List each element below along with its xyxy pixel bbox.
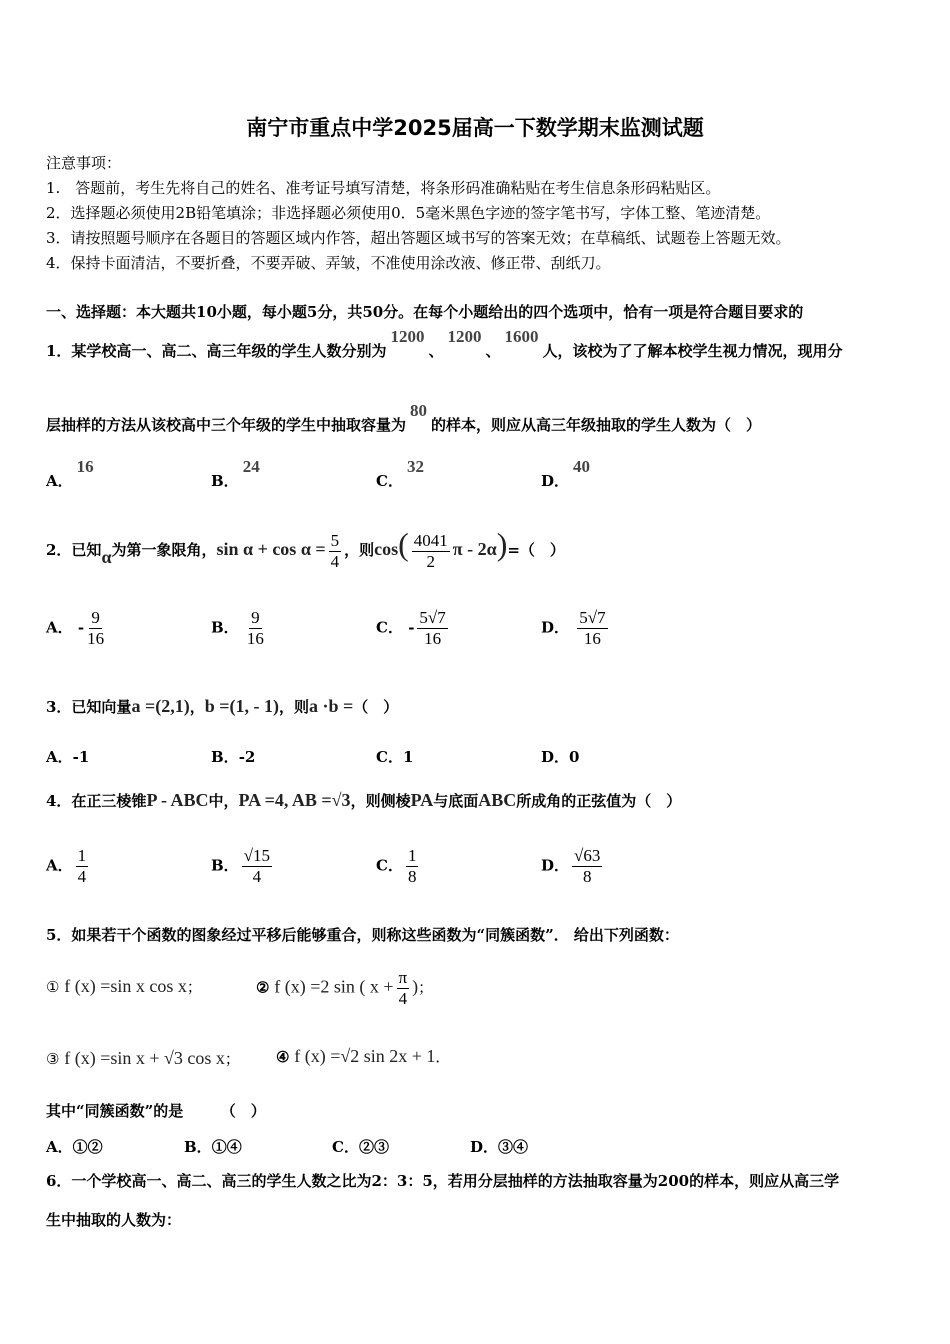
- frac-den: 2: [426, 551, 436, 571]
- function: f (x) =√2 sin 2x + 1: [294, 1046, 436, 1066]
- option-label: D．: [541, 856, 570, 875]
- option-value: 0: [569, 748, 580, 766]
- option-value: ②③: [358, 1138, 389, 1156]
- frac-den: 8: [407, 867, 417, 886]
- sep: ．: [435, 1048, 451, 1066]
- q1-n3: 1600: [504, 327, 539, 346]
- frac-den: 16: [424, 629, 442, 648]
- q3-text: 3．已知向量: [46, 698, 132, 716]
- option-value: 24: [242, 457, 260, 476]
- q3-line: [46, 696, 398, 717]
- q2-eq: sin α + cos α =: [216, 539, 326, 559]
- q4-text: 与底面: [433, 792, 479, 810]
- q4-text: 4．在正三棱锥: [46, 792, 147, 810]
- q1-line2: [46, 401, 762, 435]
- frac-num: 5: [330, 530, 340, 550]
- option-label: D．: [541, 748, 570, 766]
- q1-option-a[interactable]: [46, 457, 98, 491]
- q3-text: （ ）: [353, 698, 399, 716]
- option-value: 1: [402, 748, 414, 766]
- condition: PA =4, AB =√3: [238, 790, 351, 810]
- function: f (x) =sin x + √3 cos x: [64, 1048, 225, 1068]
- option-value: ③④: [498, 1138, 529, 1156]
- function: f (x) =2 sin ( x +: [274, 976, 394, 997]
- option-label: D．: [541, 618, 570, 637]
- q1-n2: 1200: [447, 327, 482, 346]
- q4-option-a[interactable]: [46, 846, 91, 887]
- q2-text: 为第一象限角，: [111, 541, 217, 559]
- option-label: A．: [46, 856, 73, 875]
- function: f (x) =sin x cos x: [64, 976, 187, 996]
- paren: ): [412, 976, 419, 997]
- q5-option-d[interactable]: [470, 1136, 528, 1157]
- base-abc: ABC: [478, 790, 517, 810]
- q2-text: 2．已知: [46, 541, 102, 559]
- pyramid: P - ABC: [146, 790, 209, 810]
- frac-num: π: [398, 968, 408, 987]
- q5-f1: [46, 976, 202, 997]
- q1-text: 人，该校为了了解本校学生视力情况，现用分: [542, 342, 843, 360]
- option-label: C．: [376, 472, 403, 490]
- q6-line2: 生中抽取的人数为：: [46, 1211, 182, 1229]
- sep: ；: [186, 978, 202, 996]
- q2-option-d[interactable]: [541, 608, 611, 649]
- sep: ；: [418, 978, 434, 997]
- sign: -: [77, 618, 85, 637]
- q4-text: 所成角的正弦值为（ ）: [516, 792, 682, 810]
- frac-den: 4: [398, 989, 408, 1008]
- frac-den: 4: [252, 867, 262, 886]
- q4-text: ，则侧棱: [350, 792, 411, 810]
- q3-option-c[interactable]: [376, 746, 413, 767]
- q4-text: 中，: [208, 792, 239, 810]
- sign: -: [408, 618, 415, 637]
- q3-text: ，则: [278, 698, 309, 716]
- alpha: α: [101, 547, 112, 567]
- q1-text: 1．某学校高一、高二、高三年级的学生人数分别为: [46, 342, 387, 360]
- mark: ①: [46, 978, 60, 996]
- q5-f2: [256, 968, 433, 1009]
- sep: 、: [428, 342, 444, 360]
- option-label: A．: [46, 1138, 73, 1156]
- q4-line: [46, 790, 681, 811]
- q4-option-b[interactable]: [211, 846, 275, 887]
- q5-ask: 其中“同簇函数”的是 （ ）: [46, 1102, 266, 1120]
- q5-option-a[interactable]: [46, 1136, 103, 1157]
- q2-option-a[interactable]: [46, 608, 107, 649]
- option-label: A．: [46, 618, 73, 637]
- q1-text: 层抽样的方法从该校高中三个年级的学生中抽取容量为: [46, 416, 407, 434]
- vector-a: a =(2,1): [131, 696, 190, 716]
- notice-item: 4．保持卡面清洁，不要折叠，不要弄破、弄皱，不准使用涂改液、修正带、刮纸刀。: [46, 254, 611, 272]
- q1-option-c[interactable]: [376, 457, 428, 491]
- option-label: A．: [46, 748, 73, 766]
- option-label: B．: [211, 472, 239, 490]
- option-value: -1: [72, 748, 90, 766]
- q5-text: 5．如果若干个函数的图象经过平移后能够重合，则称这些函数为“同簇函数”． 给出下列函数：: [46, 926, 679, 944]
- option-label: C．: [376, 856, 403, 875]
- frac-den: 4: [330, 551, 340, 571]
- q2-line: 2．已知α为第一象限角，sin α + cos α = $\frac{5}{4}$ ，则cos( $\frac{4041}{2}$ π - 2α)=（ ）: [46, 526, 565, 571]
- q5-option-b[interactable]: [184, 1136, 242, 1157]
- option-label: C．: [376, 748, 403, 766]
- option-label: B．: [211, 618, 239, 637]
- option-label: B．: [211, 856, 239, 875]
- page-title: 南宁市重点中学2025届高一下数学期末监测试题: [246, 116, 704, 140]
- q1-option-d[interactable]: [541, 457, 594, 491]
- q4-option-c[interactable]: [376, 846, 421, 887]
- frac-den: 16: [583, 629, 601, 648]
- option-label: C．: [332, 1138, 359, 1156]
- q3-option-d[interactable]: [541, 746, 579, 767]
- frac-den: 4: [77, 867, 87, 886]
- q5-option-c[interactable]: [332, 1136, 389, 1157]
- frac-num: 4041: [413, 530, 448, 550]
- notice-item: 3．请按照题号顺序在各题目的答题区域内作答，超出答题区域书写的答案无效；在草稿纸、试题卷上答题无效。: [46, 229, 791, 247]
- option-label: B．: [211, 748, 239, 766]
- frac-num: 9: [251, 608, 260, 627]
- mark: ②: [256, 978, 270, 997]
- q3-option-b[interactable]: [211, 746, 255, 767]
- q4-option-d[interactable]: [541, 846, 605, 887]
- q1-line1: [46, 327, 843, 361]
- q5-f4: [276, 1046, 450, 1067]
- frac-num: √63: [574, 846, 601, 865]
- option-label: C．: [376, 618, 403, 637]
- q5-f3: [46, 1048, 240, 1069]
- q1-n4: 80: [410, 401, 428, 420]
- option-value: ①②: [72, 1138, 103, 1156]
- frac-num: 5√7: [579, 608, 606, 627]
- frac-den: 16: [246, 629, 264, 648]
- option-value: 32: [406, 457, 424, 476]
- option-label: D．: [470, 1138, 499, 1156]
- q3-option-a[interactable]: [46, 746, 89, 767]
- sep: 、: [485, 342, 501, 360]
- frac-den: 8: [582, 867, 592, 886]
- vector-b: b =(1, - 1): [204, 696, 279, 716]
- q2-text: ，则: [344, 541, 375, 559]
- mark: ③: [46, 1050, 60, 1068]
- option-label: A．: [46, 472, 73, 490]
- option-value: ①④: [211, 1138, 242, 1156]
- q6-line1: 6．一个学校高一、高二、高三的学生人数之比为2：3：5，若用分层抽样的方法抽取容量为200的样本，则应从高三学: [46, 1172, 840, 1190]
- option-value: 16: [76, 457, 94, 476]
- sep: ；: [224, 1050, 240, 1068]
- frac-num: 1: [407, 846, 417, 865]
- section-heading: 一、选择题：本大题共10小题，每小题5分，共50分。在每个小题给出的四个选项中，恰有一项是符合题目要求的: [46, 303, 804, 321]
- notice-item: 1. 答题前，考生先将自己的姓名、准考证号填写清楚，将条形码准确粘贴在考生信息条形码粘贴区。: [46, 179, 721, 197]
- q1-text: 的样本，则应从高三年级抽取的学生人数为（ ）: [431, 416, 762, 434]
- option-label: D．: [541, 472, 570, 490]
- sep: ，: [189, 698, 205, 716]
- q2-text: =（ ）: [507, 541, 565, 559]
- mark: ④: [276, 1048, 290, 1066]
- q2-expr: π - 2α: [452, 539, 497, 559]
- frac-num: 5√7: [419, 608, 446, 627]
- frac-num: √15: [243, 846, 271, 865]
- q2-option-b[interactable]: [211, 608, 267, 649]
- notice-heading: 注意事项：: [46, 154, 122, 172]
- option-value: 40: [573, 457, 591, 476]
- dot-product: a ·b =: [308, 696, 354, 716]
- q1-option-b[interactable]: [211, 457, 264, 491]
- notice-item: 2．选择题必须使用2B铅笔填涂；非选择题必须使用0．5毫米黑色字迹的签字笔书写，字体工整、笔迹清楚。: [46, 204, 771, 222]
- edge-pa: PA: [410, 790, 434, 810]
- q1-n1: 1200: [390, 327, 425, 346]
- option-value: -2: [238, 748, 256, 766]
- cos: cos: [374, 539, 399, 559]
- option-label: B．: [184, 1138, 212, 1156]
- q2-option-c[interactable]: [376, 608, 451, 649]
- frac-den: 16: [87, 629, 105, 648]
- frac-num: 9: [91, 608, 100, 627]
- frac-num: 1: [77, 846, 87, 865]
